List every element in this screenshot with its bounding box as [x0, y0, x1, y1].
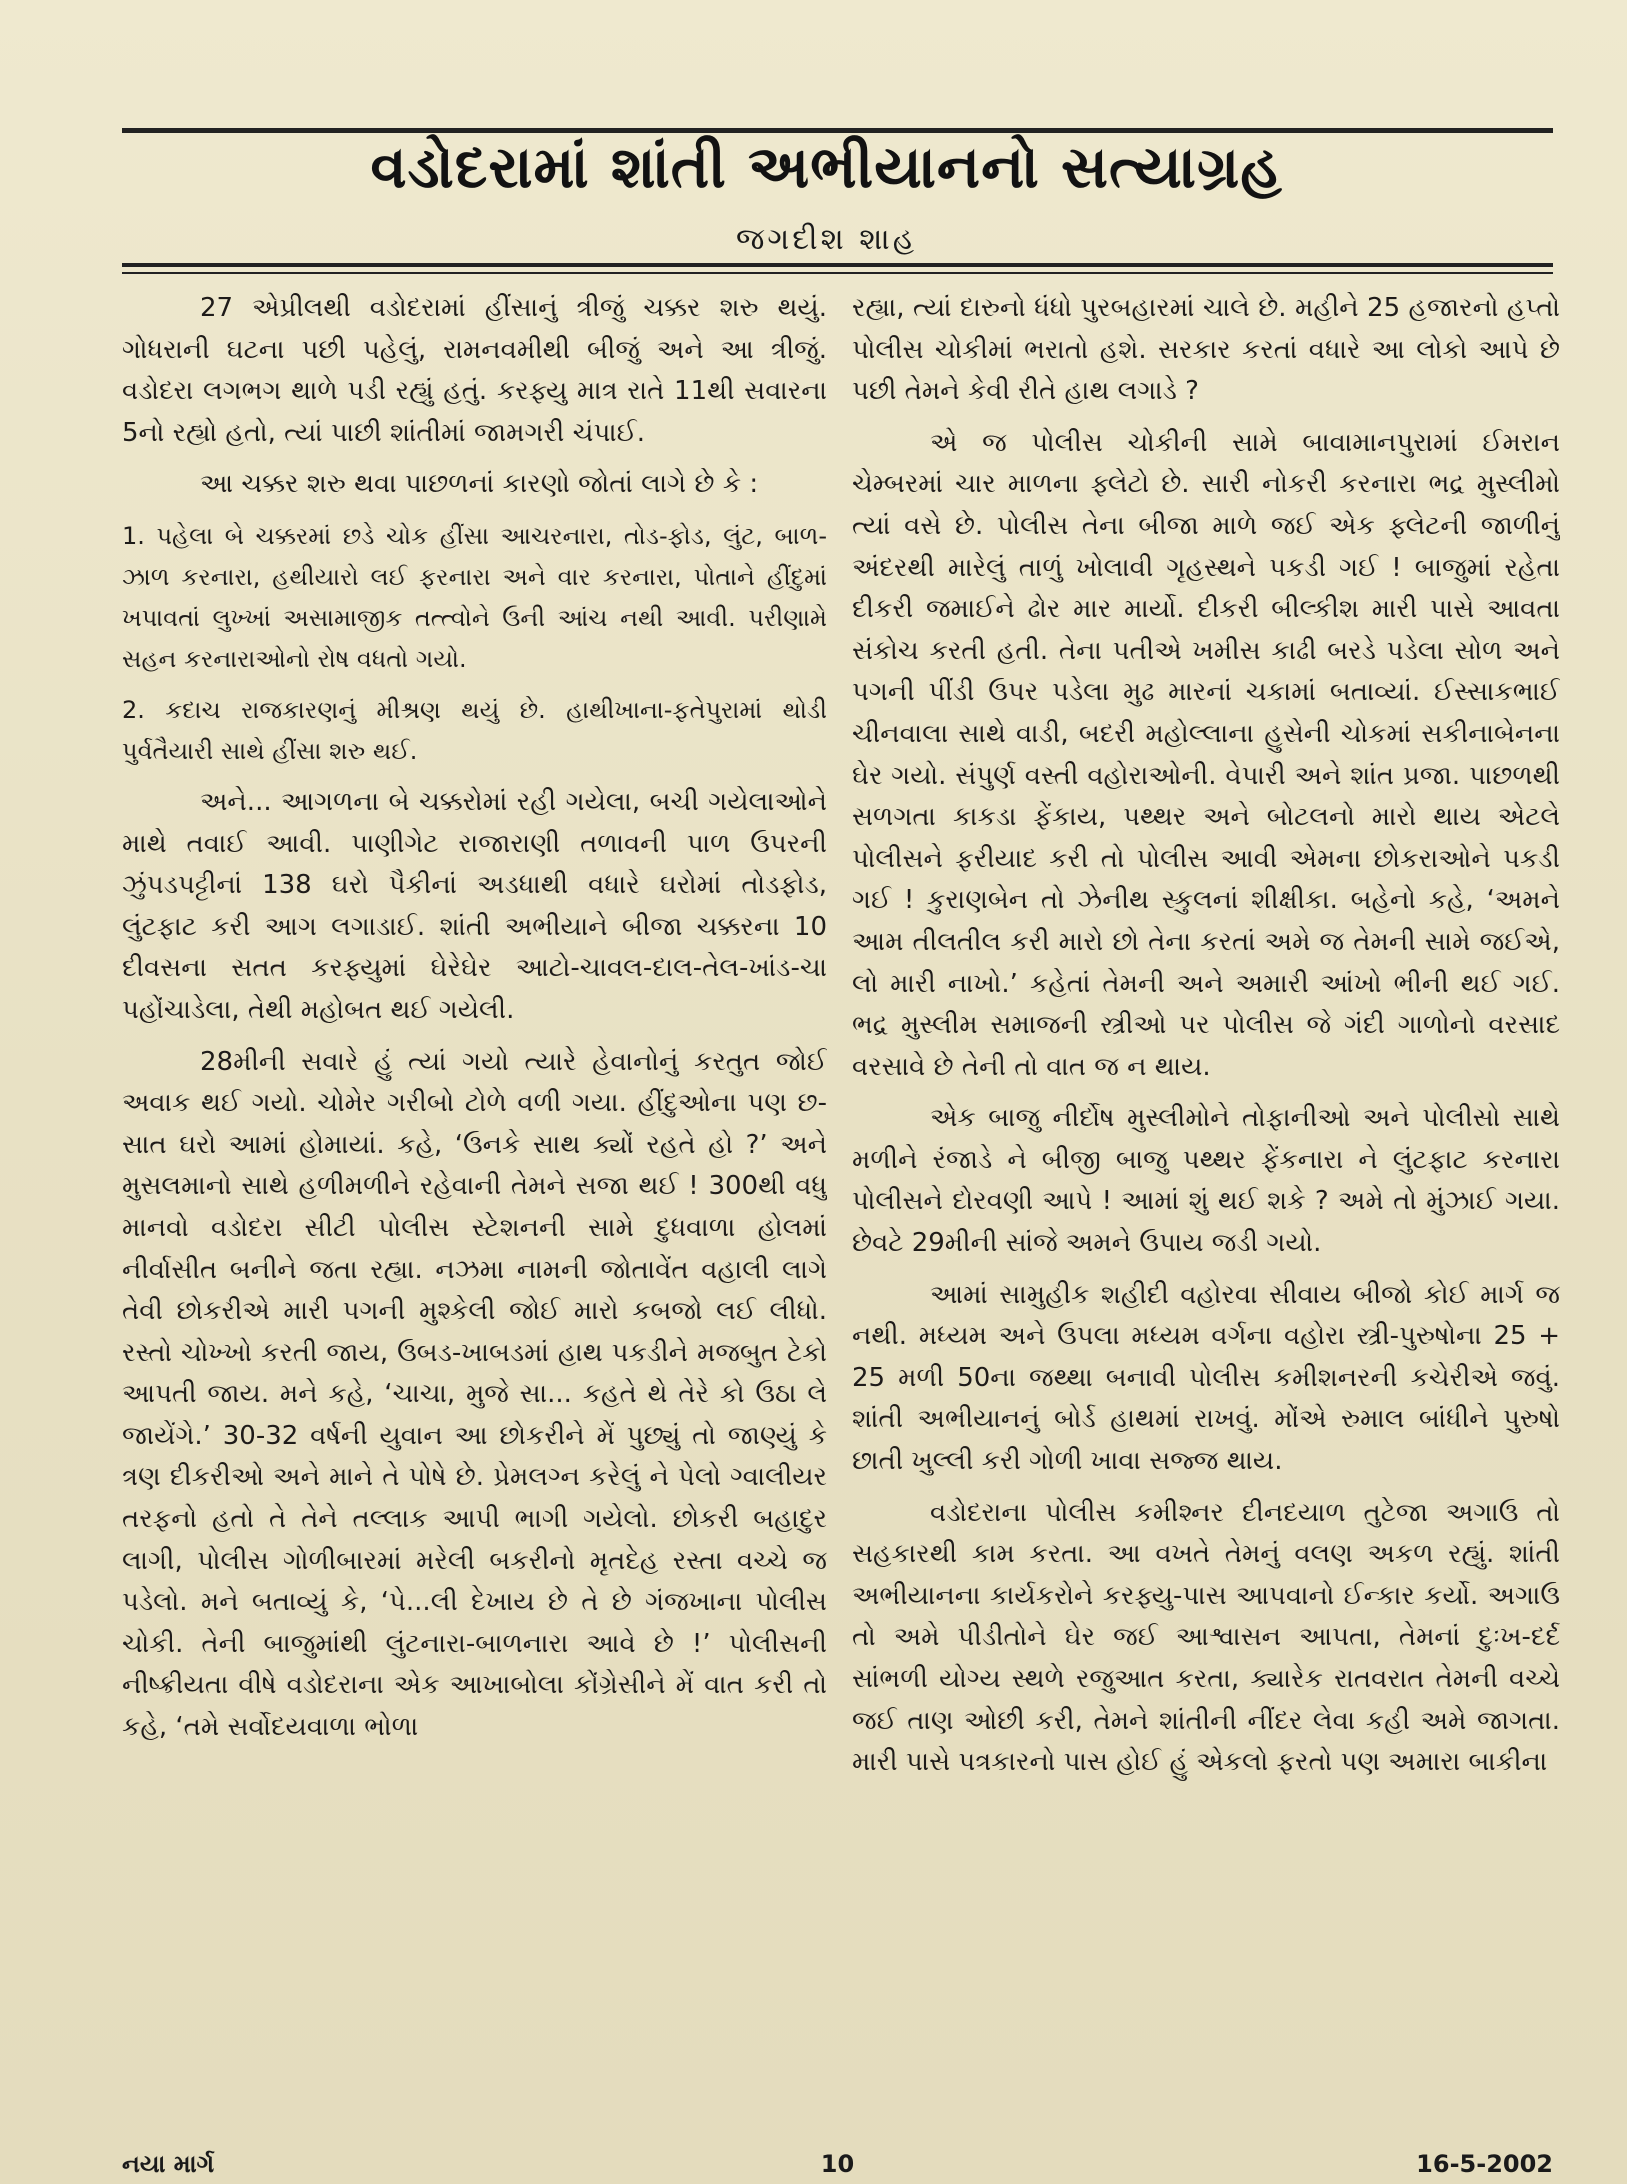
issue-date: 16-5-2002	[1416, 2150, 1553, 2178]
page-number: 10	[820, 2150, 855, 2178]
page-footer	[122, 2150, 1553, 2184]
paragraph: એક બાજુ નીર્દોષ મુસ્લીમોને તોફાનીઓ અને પોલીસો સાથે મળીને રંજાડે ને બીજી બાજુ પથ્થર ફેંકનારા ને લુંટફાટ કરનારા પોલીસને દોરવણી આપે ! આમાં શું થઈ શકે ? અમે તો મુંઝાઈ ગયા. છેવટે 29મીની સાંજે અમને ઉપાય જડી ગયો.	[852, 1103, 1560, 1259]
paragraph: 28મીની સવારે હું ત્યાં ગયો ત્યારે હેવાનોનું કરતુત જોઈ અવાક થઈ ગયો. ચોમેર ગરીબો ટોળે વળી ગયા. હીંદુઓના પણ છ-સાત ઘરો આમાં હોમાયાં. કહે, ‘ઉનકે સાથ ક્યોં રહતે હો ?’ અને મુસલમાનો સાથે હળીમળીને રહેવાની તેમને સજા થઈ ! 300થી વધુ માનવો વડોદરા સીટી પોલીસ સ્ટેશનની સામે દુધવાળા હોલમાં નીર્વાસીત બનીને જતા રહ્યા. નઝમા નામની જોતાવેંત વહાલી લાગે તેવી છોકરીએ મારી પગની મુશ્કેલી જોઈ મારો કબજો લઈ લીધો. રસ્તો ચોખ્ખો કરતી જાય, ઉબડ-ખાબડમાં હાથ પકડીને મજબુત ટેકો આપતી જાય. મને કહે, ‘ચાચા, મુજે સા... કહતે થે તેરે કો ઉઠા લે જાયેંગે.’ 30-32 વર્ષની યુવાન આ છોકરીને મેં પુછ્યું તો જાણ્યું કે ત્રણ દીકરીઓ અને માને તે પોષે છે. પ્રેમલગ્ન કરેલું ને પેલો ગ્વાલીયર તરફનો હતો તે તેને તલ્લાક આપી ભાગી ગયેલો. છોકરી બહાદુર લાગી, પોલીસ ગોળીબારમાં મરેલી બકરીનો મૃતદેહ રસ્તા વચ્ચે જ પડેલો. મને બતાવ્યું કે, ‘પે...લી દેખાય છે તે છે ગંજખાના પોલીસ ચોકી. તેની બાજુમાંથી લુંટનારા-બાળનારા આવે છે !’ પોલીસની નીષ્ક્રીયતા વીષે વડોદરાના એક આખાબોલા કોંગ્રેસીને મેં વાત કરી તો કહે, ‘તમે સર્વોદયવાળા ભોળા	[122, 1046, 827, 1743]
paragraph: રહ્યા, ત્યાં દારુનો ધંધો પુરબહારમાં ચાલે છે. મહીને 25 હજારનો હપ્તો પોલીસ ચોકીમાં ભરાતો હશે. સરકાર કરતાં વધારે આ લોકો આપે છે પછી તેમને કેવી રીતે હાથ લગાડે ?	[852, 293, 1560, 407]
header-rule-thin	[122, 272, 1553, 274]
numbered-point: 2. કદાચ રાજકારણનું મીશ્રણ થયું છે. હાથીખાના-ફતેપુરામાં થોડી પુર્વતૈયારી સાથે હીંસા શરુ થઈ.	[122, 695, 827, 765]
paragraph: અને... આગળના બે ચક્કરોમાં રહી ગયેલા, બચી ગયેલાઓને માથે તવાઈ આવી. પાણીગેટ રાજારાણી તળાવની પાળ ઉપરની ઝુંપડપટ્ટીનાં 138 ઘરો પૈકીનાં અડધાથી વધારે ઘરોમાં તોડફોડ, લુંટફાટ કરી આગ લગાડાઈ. શાંતી અભીયાને બીજા ચક્કરના 10 દીવસના સતત કરફ્યુમાં ઘેરેઘેર આટો-ચાવલ-દાલ-તેલ-ખાંડ-ચા પહોંચાડેલા, તેથી મહોબત થઈ ગયેલી.	[122, 786, 827, 1025]
paragraph: આ ચક્કર શરુ થવા પાછળનાં કારણો જોતાં લાગે છે કે :	[200, 469, 759, 500]
numbered-point: 1. પહેલા બે ચક્કરમાં છડે ચોક હીંસા આચરનારા, તોડ-ફોડ, લુંટ, બાળ-ઝાળ કરનારા, હથીયારો લઈ ફરનારા અને વાર કરનારા, પોતાને હીંદુમાં ખપાવતાં લુખ્ખાં અસામાજીક તત્ત્વોને ઉની આંચ નથી આવી. પરીણામે સહન કરનારાઓનો રોષ વધતો ગયો.	[122, 521, 827, 673]
header-rule-thick	[122, 263, 1553, 267]
author-byline: જગદીશ શાહ	[735, 222, 918, 257]
paragraph: એ જ પોલીસ ચોકીની સામે બાવામાનપુરામાં ઈમરાન ચેમ્બરમાં ચાર માળના ફ્લેટો છે. સારી નોકરી કરનારા ભદ્ર મુસ્લીમો ત્યાં વસે છે. પોલીસ તેના બીજા માળે જઈ એક ફ્લેટની જાળીનું અંદરથી મારેલું તાળું ખોલાવી ગૃહસ્થને પકડી ગઈ ! બાજુમાં રહેતા દીકરી જમાઈને ઢોર માર માર્યો. દીકરી બીલ્કીશ મારી પાસે આવતા સંકોચ કરતી હતી. તેના પતીએ ખમીસ કાઢી બરડે પડેલા સોળ અને પગની પીંડી ઉપર પડેલા મુઢ મારનાં ચકામાં બતાવ્યાં. ઈસ્સાકભાઈ ચીનવાલા સાથે વાડી, બદરી મહોલ્લાના હુસેની ચોકમાં સકીનાબેનના ઘેર ગયો. સંપુર્ણ વસ્તી વહોરાઓની. વેપારી અને શાંત પ્રજા. પાછળથી સળગતા કાકડા ફેંકાય, પથ્થર અને બોટલનો મારો થાય એટલે પોલીસને ફરીયાદ કરી તો પોલીસ આવી એમના છોકરાઓને પકડી ગઈ ! કુરાણબેન તો ઝેનીથ સ્કુલનાં શીક્ષીકા. બહેનો કહે, ‘અમને આમ તીલતીલ કરી મારો છો તેના કરતાં અમે જ તેમની સામે જઈએ, લો મારી નાખો.’ કહેતાં તેમની અને અમારી આંખો ભીની થઈ ગઈ. ભદ્ર મુસ્લીમ સમાજની સ્ત્રીઓ પર પોલીસ જે ગંદી ગાળોનો વરસાદ વરસાવે છે તેની તો વાત જ ન થાય.	[852, 427, 1560, 1082]
publication-name: નયા માર્ગ	[122, 2150, 215, 2178]
left-column	[122, 288, 827, 2158]
paragraph: 27 એપ્રીલથી વડોદરામાં હીંસાનું ત્રીજું ચક્કર શરુ થયું. ગોધરાની ઘટના પછી પહેલું, રામનવમીથી બીજું અને આ ત્રીજું. વડોદરા લગભગ થાળે પડી રહ્યું હતું. કરફ્યુ માત્ર રાતે 11થી સવારના 5નો રહ્યો હતો, ત્યાં પાછી શાંતીમાં જામગરી ચંપાઈ.	[122, 293, 827, 448]
article-title: વડોદરામાં શાંતી અભીયાનનો સત્યાગ્રહ	[370, 133, 1283, 201]
paragraph: વડોદરાના પોલીસ કમીશ્નર દીનદયાળ તુટેજા અગાઉ તો સહકારથી કામ કરતા. આ વખતે તેમનું વલણ અકળ રહ્યું. શાંતી અભીયાનના કાર્યકરોને કરફ્યુ-પાસ આપવાનો ઈન્કાર કર્યો. અગાઉ તો અમે પીડીતોને ઘેર જઈ આશ્વાસન આપતા, તેમનાં દુઃખ-દર્દ સાંભળી યોગ્ય સ્થળે રજુઆત કરતા, ક્યારેક રાતવરાત તેમની વચ્ચે જઈ તાણ ઓછી કરી, તેમને શાંતીની નીંદર લેવા કહી અમે જાગતા. મારી પાસે પત્રકારનો પાસ હોઈ હું એકલો ફરતો પણ અમારા બાકીના	[852, 1497, 1560, 1778]
right-column	[852, 288, 1560, 2158]
paragraph: આમાં સામુહીક શહીદી વહોરવા સીવાય બીજો કોઈ માર્ગ જ નથી. મધ્યમ અને ઉપલા મધ્યમ વર્ગના વહોરા સ્ત્રી-પુરુષોના 25 + 25 મળી 50ના જથ્થા બનાવી પોલીસ કમીશનરની કચેરીએ જવું. શાંતી અભીયાનનું બોર્ડ હાથમાં રાખવું. મોંએ રુમાલ બાંધીને પુરુષો છાતી ખુલ્લી કરી ગોળી ખાવા સજ્જ થાય.	[852, 1279, 1560, 1477]
